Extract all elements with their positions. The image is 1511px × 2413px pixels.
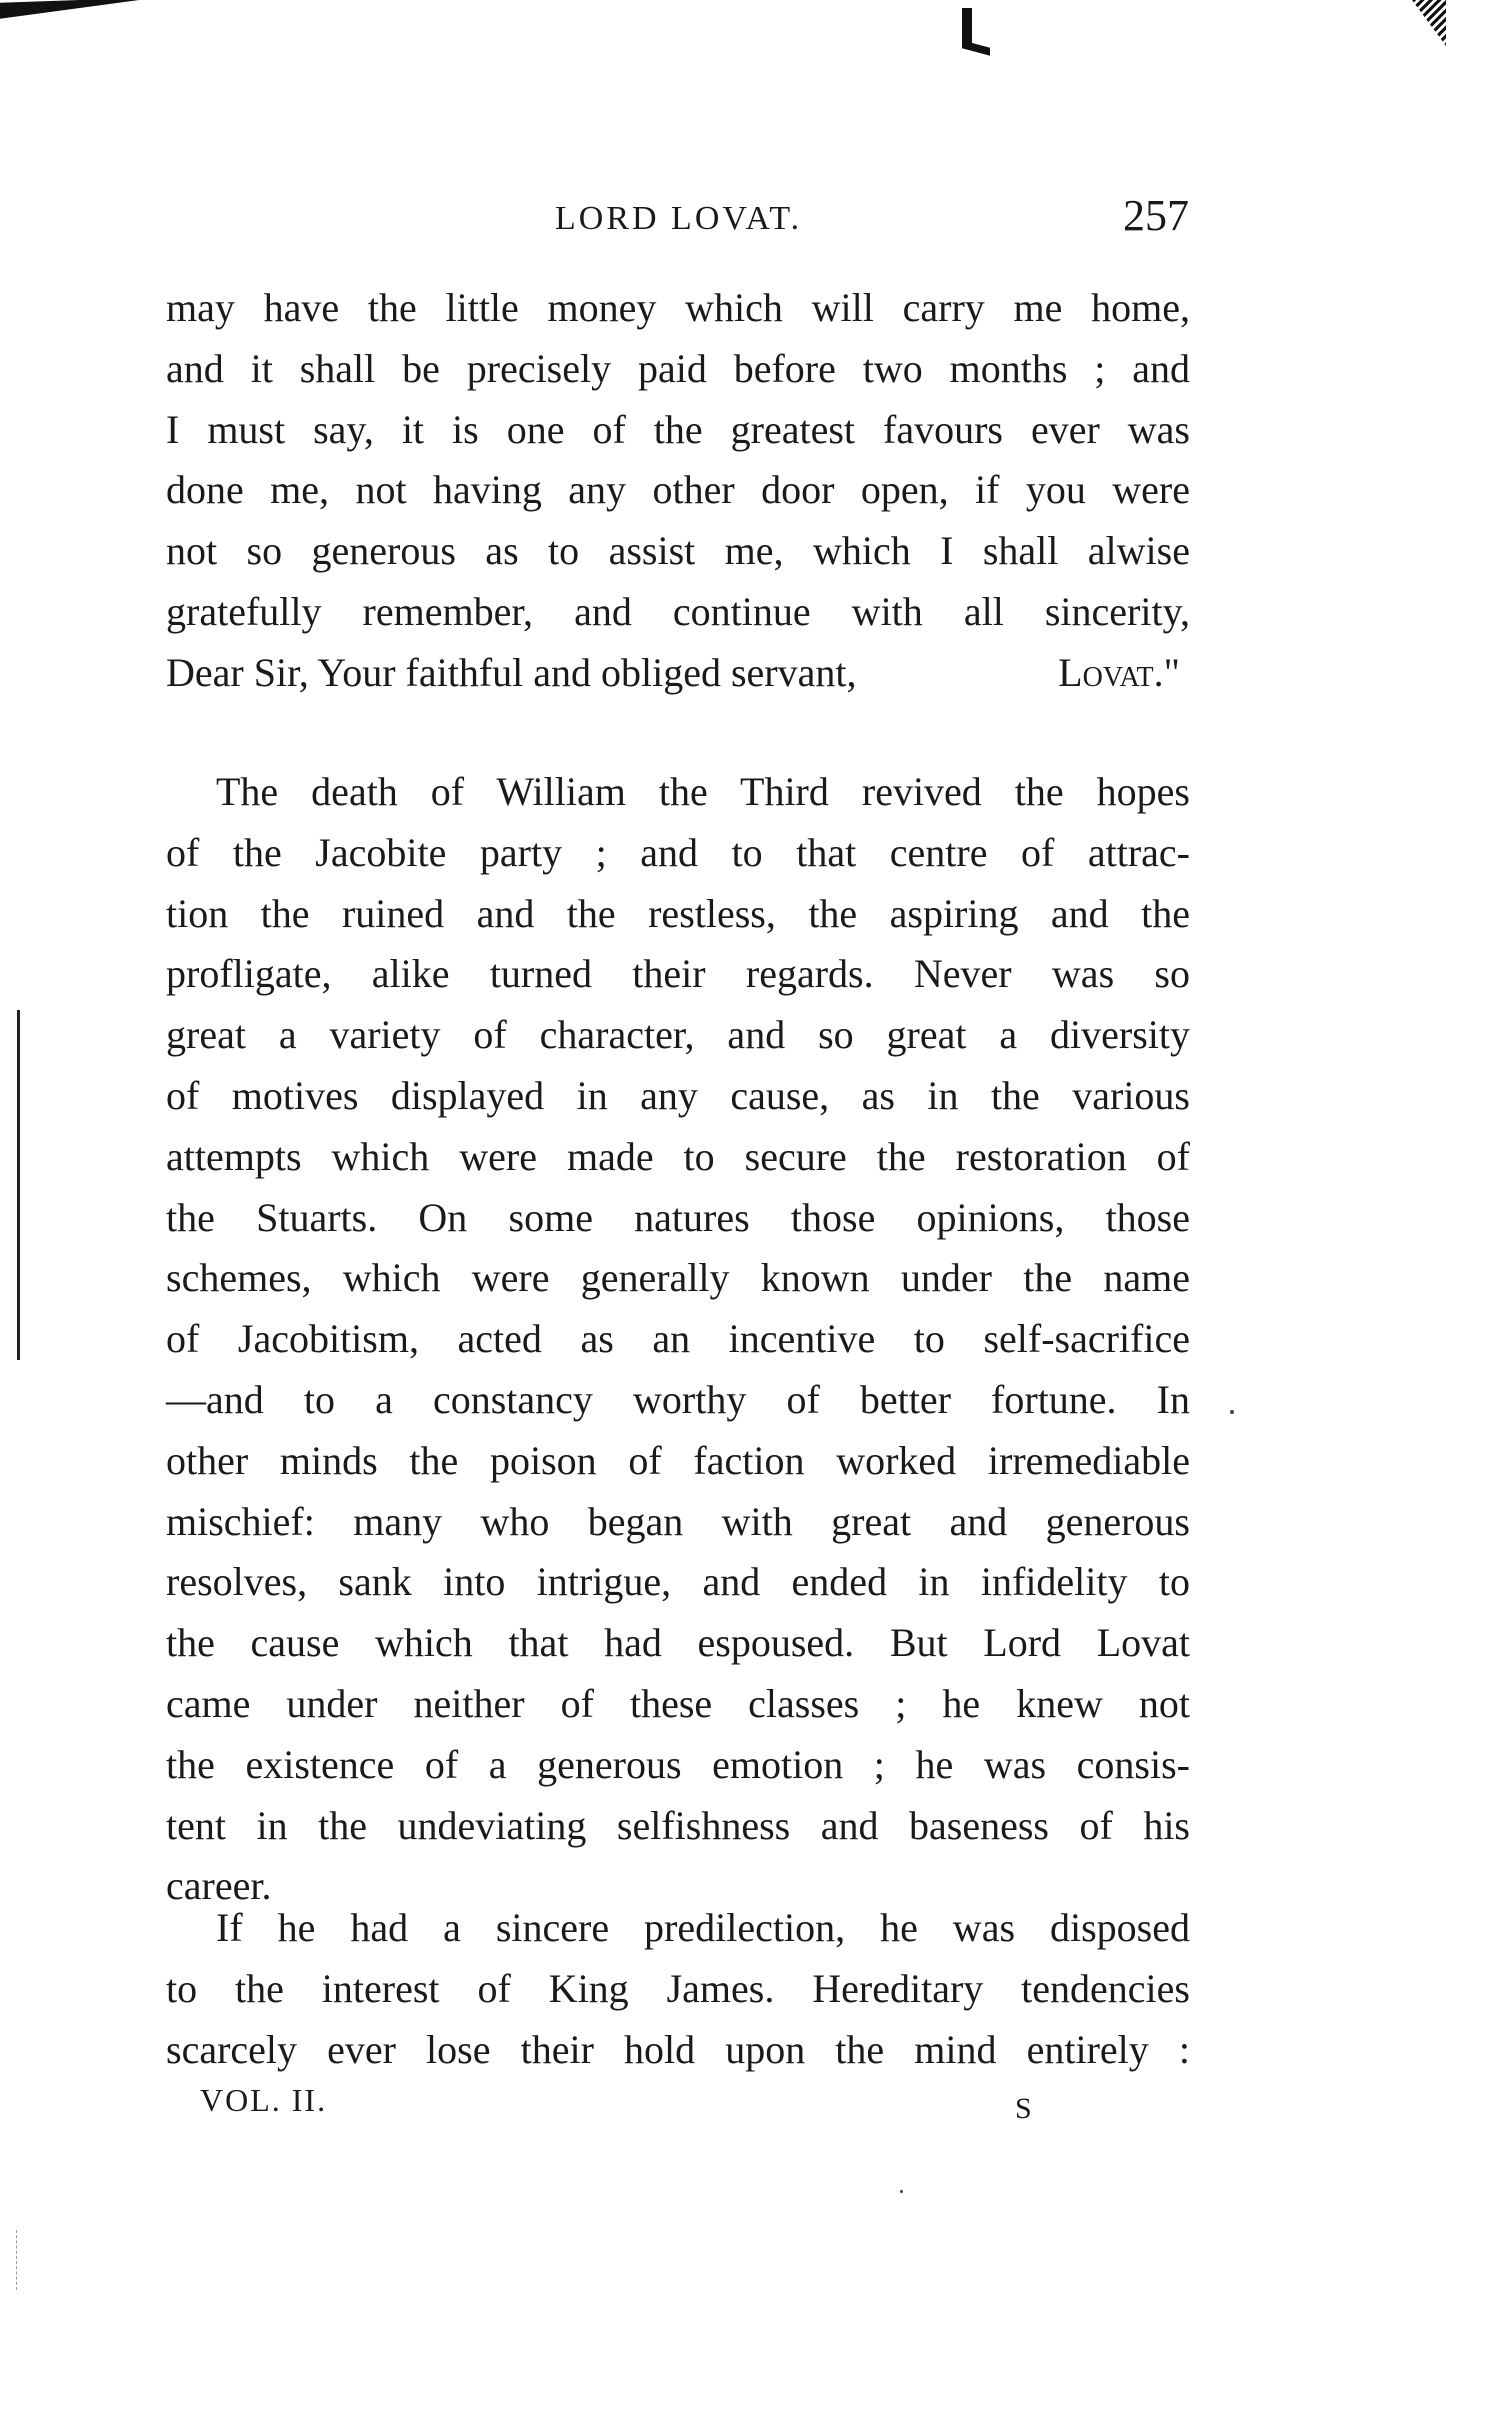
text-line: schemes, which were generally known under the name: [166, 1255, 1190, 1301]
paragraph: [166, 762, 1190, 1917]
speck: [1230, 1410, 1234, 1414]
text-line: gratefully remember, and continue with all sincerity,: [166, 588, 1190, 634]
letter-signoff: [166, 643, 1190, 704]
text-line: tion the ruined and the restless, the aspiring and the: [166, 890, 1190, 936]
text-line: The death of William the Third revived the hopes: [216, 769, 1190, 814]
scan-edge-mark-left: [0, 0, 160, 19]
text-line: other minds the poison of faction worked irremediable: [166, 1437, 1190, 1483]
paragraph: [166, 1898, 1190, 2080]
text-line: If he had a sincere predilection, he was disposed: [216, 1905, 1190, 1950]
scan-edge-mark-right: [1412, 0, 1446, 46]
running-head: LORD LOVAT.: [555, 200, 803, 237]
scan-edge-mark-center: [962, 8, 972, 48]
volume-label: VOL. II.: [200, 2082, 328, 2118]
text-line: mischief: many who began with great and generous: [166, 1498, 1190, 1544]
page-number: 257: [1123, 191, 1189, 240]
text-line: to the interest of King James. Hereditary tendencies: [166, 1965, 1190, 2011]
letter-continuation: [166, 278, 1190, 704]
margin-rule: [17, 1010, 20, 1360]
text-line: resolves, sank into intrigue, and ended in infidelity to: [166, 1559, 1190, 1605]
text-line: not so generous as to assist me, which I shall alwise: [166, 528, 1190, 574]
letter-closing: Dear Sir, Your faithful and obliged servant,: [166, 649, 857, 695]
text-line: tent in the undeviating selfishness and baseness of his: [166, 1802, 1190, 1848]
text-line: the existence of a generous emotion ; he was consis-: [166, 1741, 1190, 1787]
text-line: career.: [166, 1863, 272, 1909]
text-line: may have the little money which will carry me home,: [166, 285, 1190, 330]
text-line: the Stuarts. On some natures those opinions, those: [166, 1194, 1190, 1240]
text-line: attempts which were made to secure the restoration of: [166, 1133, 1190, 1179]
speck: [900, 2190, 903, 2193]
text-line: of motives displayed in any cause, as in the various: [166, 1072, 1190, 1118]
text-line: done me, not having any other door open, if you were: [166, 467, 1190, 513]
margin-tick: [16, 2230, 18, 2290]
text-line: I must say, it is one of the greatest favours ever was: [166, 406, 1190, 452]
signature-mark: S: [1015, 2092, 1032, 2125]
text-line: came under neither of these classes ; he knew not: [166, 1680, 1190, 1726]
text-line: the cause which that had espoused. But Lord Lovat: [166, 1620, 1190, 1666]
text-line: of the Jacobite party ; and to that centre of attrac-: [166, 829, 1190, 875]
letter-signature: Lovat.": [1058, 649, 1180, 695]
text-line: great a variety of character, and so great a diversity: [166, 1012, 1190, 1058]
text-line: of Jacobitism, acted as an incentive to self-sacrifice: [166, 1316, 1190, 1362]
text-line: —and to a constancy worthy of better fortune. In: [166, 1376, 1190, 1422]
text-line: scarcely ever lose their hold upon the mind entirely :: [166, 2026, 1190, 2072]
text-line: and it shall be precisely paid before two months ; and: [166, 345, 1190, 391]
text-line: profligate, alike turned their regards. Never was so: [166, 951, 1190, 997]
